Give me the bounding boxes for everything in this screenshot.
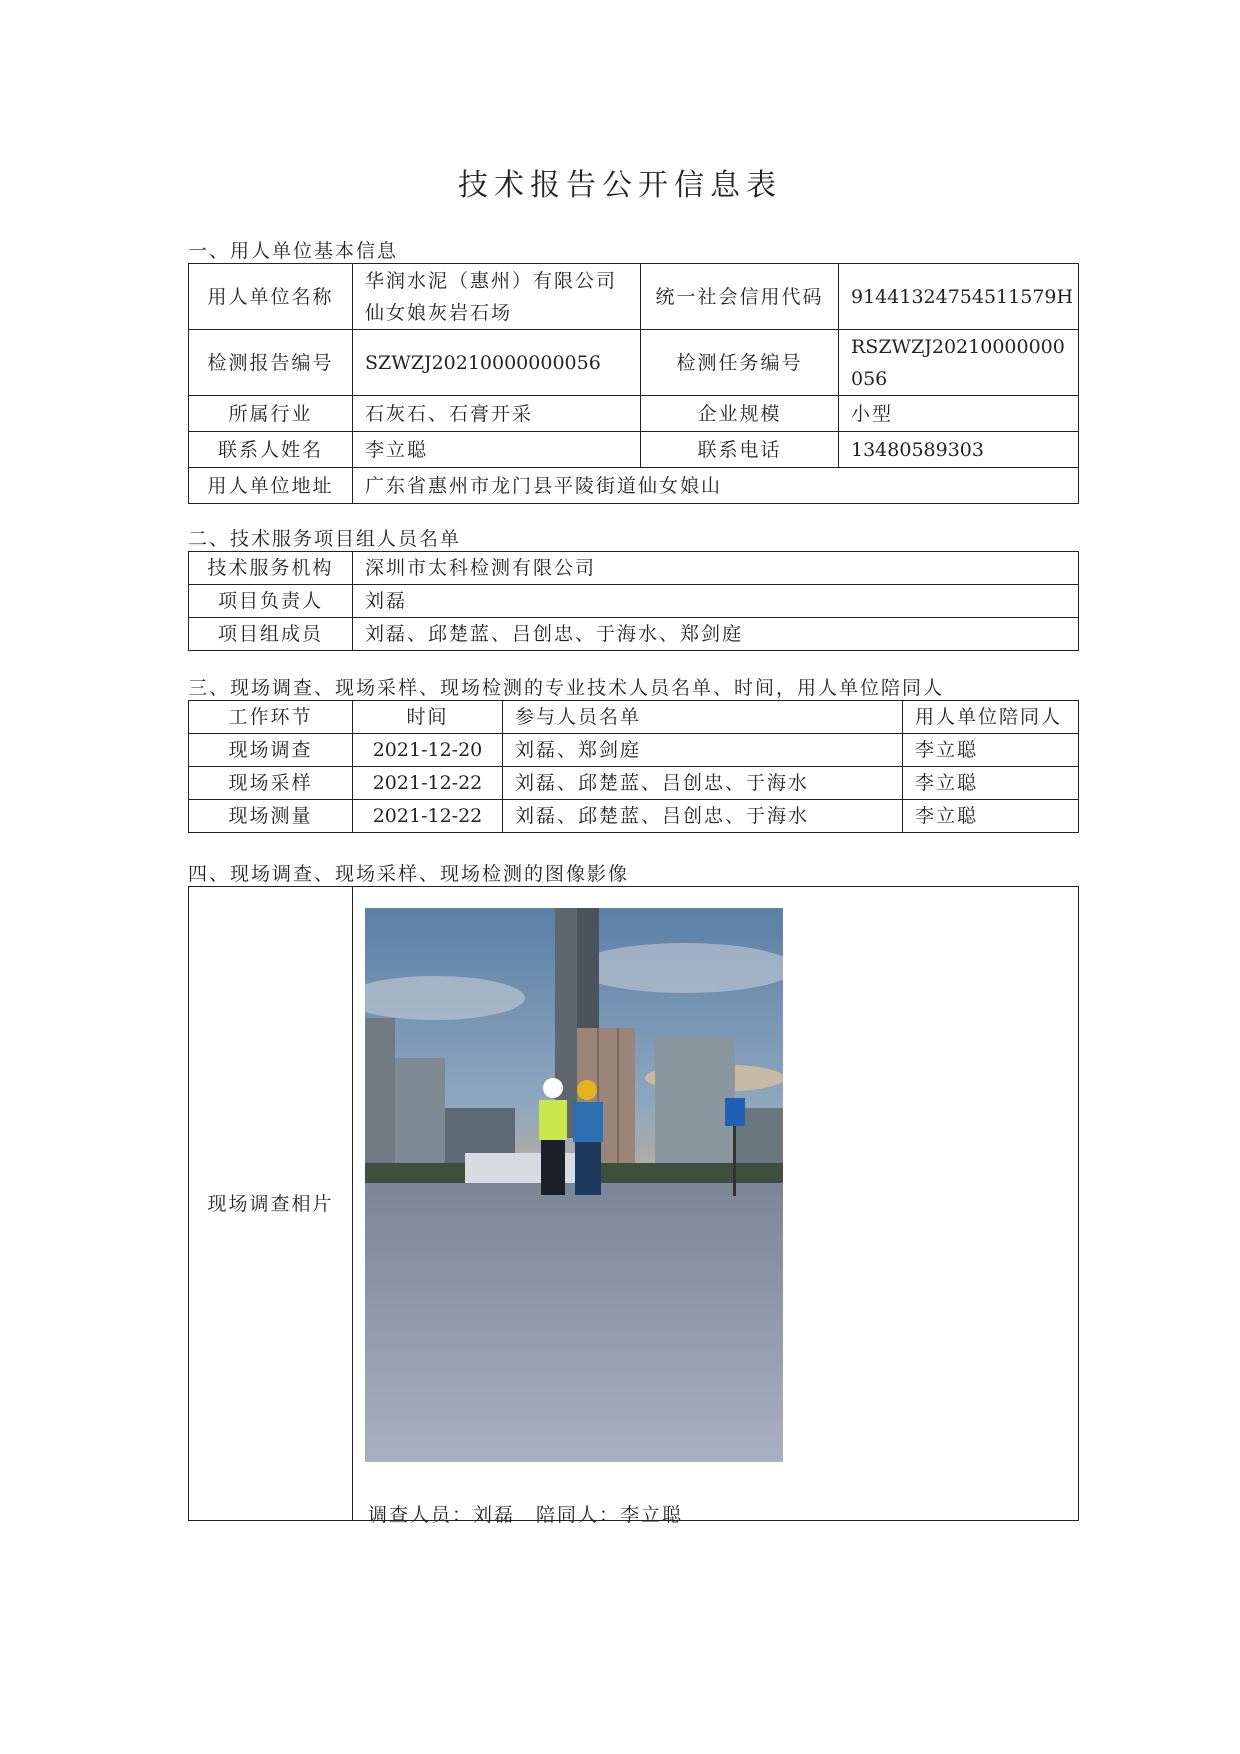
table-row xyxy=(189,800,1079,833)
work-date: 2021-12-22 xyxy=(353,767,503,800)
project-leader: 刘磊 xyxy=(353,585,1079,618)
column-header: 用人单位陪同人 xyxy=(903,701,1079,734)
section-2-heading: 二、技术服务项目组人员名单 xyxy=(188,528,462,550)
label-cell: 用人单位地址 xyxy=(189,468,353,504)
work-stage: 现场测量 xyxy=(189,800,353,833)
site-work-table xyxy=(188,700,1079,833)
industry: 石灰石、石膏开采 xyxy=(353,396,641,432)
column-header: 参与人员名单 xyxy=(503,701,903,734)
credit-code: 91441324754511579H xyxy=(839,264,1079,330)
label-cell: 联系人姓名 xyxy=(189,432,353,468)
table-row xyxy=(189,468,1079,504)
table-row xyxy=(189,330,1079,396)
basic-info-table xyxy=(188,263,1079,504)
escort: 李立聪 xyxy=(903,800,1079,833)
task-number: RSZWZJ20210000000056 xyxy=(839,330,1079,396)
table-row xyxy=(189,432,1079,468)
service-org: 深圳市太科检测有限公司 xyxy=(353,552,1079,585)
contact-phone: 13480589303 xyxy=(839,432,1079,468)
escort: 李立聪 xyxy=(903,734,1079,767)
company-address: 广东省惠州市龙门县平陵街道仙女娘山 xyxy=(353,468,1079,504)
label-cell: 项目组成员 xyxy=(189,618,353,651)
participants: 刘磊、邱楚蓝、吕创忠、于海水 xyxy=(503,800,903,833)
report-number: SZWZJ20210000000056 xyxy=(353,330,641,396)
label-cell: 企业规模 xyxy=(641,396,839,432)
table-row xyxy=(189,767,1079,800)
section-4-heading: 四、现场调查、现场采样、现场检测的图像影像 xyxy=(188,863,630,885)
company-name: 华润水泥（惠州）有限公司仙女娘灰岩石场 xyxy=(353,264,641,330)
section-3-heading: 三、现场调查、现场采样、现场检测的专业技术人员名单、时间，用人单位陪同人 xyxy=(188,677,945,699)
table-row xyxy=(189,552,1079,585)
column-header: 工作环节 xyxy=(189,701,353,734)
label-cell: 检测报告编号 xyxy=(189,330,353,396)
project-team-table xyxy=(188,551,1079,651)
team-members: 刘磊、邱楚蓝、吕创忠、于海水、郑剑庭 xyxy=(353,618,1079,651)
photo-caption: 调查人员：刘磊 陪同人：李立聪 xyxy=(368,1504,684,1526)
site-photo xyxy=(365,908,783,1462)
table-row xyxy=(189,396,1079,432)
table-row xyxy=(189,734,1079,767)
label-cell: 检测任务编号 xyxy=(641,330,839,396)
section-1-heading: 一、用人单位基本信息 xyxy=(188,240,399,262)
label-cell: 用人单位名称 xyxy=(189,264,353,330)
work-stage: 现场采样 xyxy=(189,767,353,800)
label-cell: 联系电话 xyxy=(641,432,839,468)
participants: 刘磊、邱楚蓝、吕创忠、于海水 xyxy=(503,767,903,800)
escort: 李立聪 xyxy=(903,767,1079,800)
table-row xyxy=(189,585,1079,618)
page-title: 技术报告公开信息表 xyxy=(458,168,782,203)
work-stage: 现场调查 xyxy=(189,734,353,767)
label-cell: 统一社会信用代码 xyxy=(641,264,839,330)
label-cell: 所属行业 xyxy=(189,396,353,432)
work-date: 2021-12-20 xyxy=(353,734,503,767)
label-cell: 项目负责人 xyxy=(189,585,353,618)
table-row xyxy=(189,264,1079,330)
company-scale: 小型 xyxy=(839,396,1079,432)
work-date: 2021-12-22 xyxy=(353,800,503,833)
photo-label: 现场调查相片 xyxy=(189,887,353,1521)
label-cell: 技术服务机构 xyxy=(189,552,353,585)
table-row xyxy=(189,618,1079,651)
table-header-row xyxy=(189,701,1079,734)
participants: 刘磊、郑剑庭 xyxy=(503,734,903,767)
column-header: 时间 xyxy=(353,701,503,734)
contact-name: 李立聪 xyxy=(353,432,641,468)
